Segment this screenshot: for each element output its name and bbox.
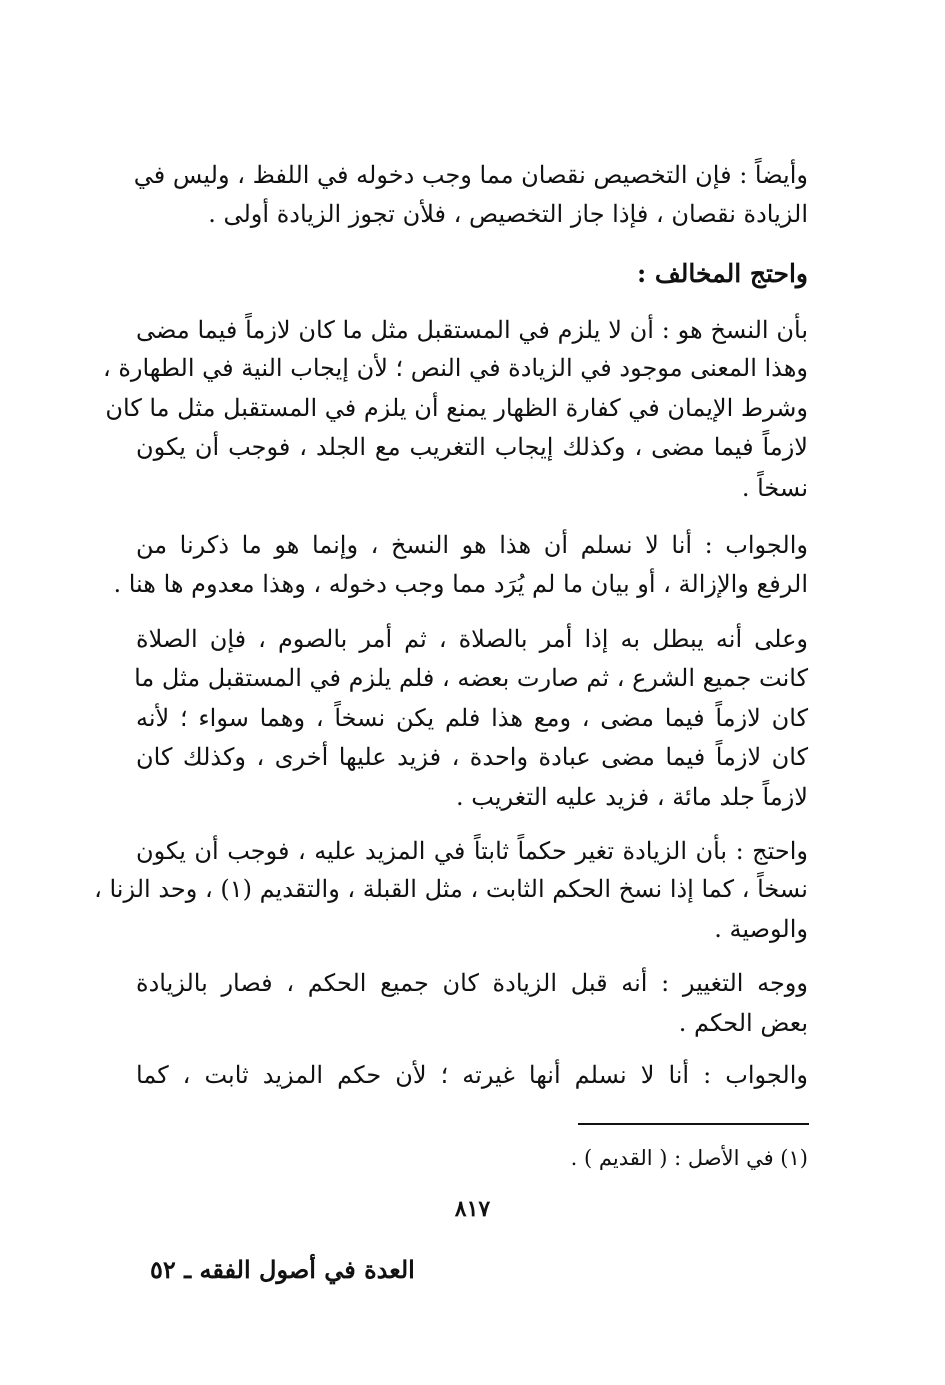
- text-line: وأيضاً : فإن التخصيص نقصان مما وجب دخوله في اللفظ ، وليس في: [133, 161, 808, 189]
- text-line: كان لازماً فيما مضى ، ومع هذا فلم يكن نسخاً ، وهما سواء ؛ لأنه: [136, 704, 808, 732]
- text-line: وشرط الإيمان في كفارة الظهار يمنع أن يلزم في المستقبل مثل ما كان: [105, 394, 808, 422]
- text-line: لازماً فيما مضى ، وكذلك إيجاب التغريب مع الجلد ، فوجب أن يكون: [136, 433, 808, 461]
- section-heading: واحتج المخالف :: [636, 259, 808, 288]
- text-line: الرفع والإزالة ، أو بيان ما لم يُرَد مما وجب دخوله ، وهذا معدوم ها هنا .: [113, 570, 808, 598]
- text-line: نسخاً .: [741, 474, 808, 502]
- text-line: والجواب : أنا لا نسلم أنها غيرته ؛ لأن حكم المزيد ثابت ، كما: [136, 1061, 808, 1089]
- text-line: والجواب : أنا لا نسلم أن هذا هو النسخ ، وإنما هو ما ذكرنا من: [136, 531, 808, 559]
- text-line: ووجه التغيير : أنه قبل الزيادة كان جميع الحكم ، فصار بالزيادة: [136, 969, 808, 997]
- page-number: ٨١٧: [454, 1196, 491, 1222]
- text-line: كان لازماً فيما مضى عبادة واحدة ، فزيد عليها أخرى ، وكذلك كان: [136, 743, 808, 771]
- text-line: واحتج : بأن الزيادة تغير حكماً ثابتاً في المزيد عليه ، فوجب أن يكون: [136, 837, 808, 865]
- footnote-divider: [578, 1123, 809, 1125]
- text-line: وعلى أنه يبطل به إذا أمر بالصلاة ، ثم أمر بالصوم ، فإن الصلاة: [136, 625, 809, 653]
- text-line: لازماً جلد مائة ، فزيد عليه التغريب .: [456, 783, 808, 811]
- running-footer: العدة في أصول الفقه ـ ٥٢: [150, 1255, 415, 1284]
- text-line: بعض الحكم .: [678, 1009, 808, 1037]
- text-line: الزيادة نقصان ، فإذا جاز التخصيص ، فلأن تجوز الزيادة أولى .: [208, 200, 808, 228]
- footnote: (١) في الأصل : ( القديم ) .: [570, 1146, 808, 1170]
- text-line: والوصية .: [714, 915, 808, 943]
- text-line: وهذا المعنى موجود في الزيادة في النص ؛ لأن إيجاب النية في الطهارة ،: [102, 354, 808, 382]
- text-line: نسخاً ، كما إذا نسخ الحكم الثابت ، مثل القبلة ، والتقديم (١) ، وحد الزنا ،: [94, 875, 808, 903]
- text-line: كانت جميع الشرع ، ثم صارت بعضه ، فلم يلزم في المستقبل مثل ما: [134, 664, 808, 692]
- text-line: بأن النسخ هو : أن لا يلزم في المستقبل مثل ما كان لازماً فيما مضى: [136, 316, 808, 344]
